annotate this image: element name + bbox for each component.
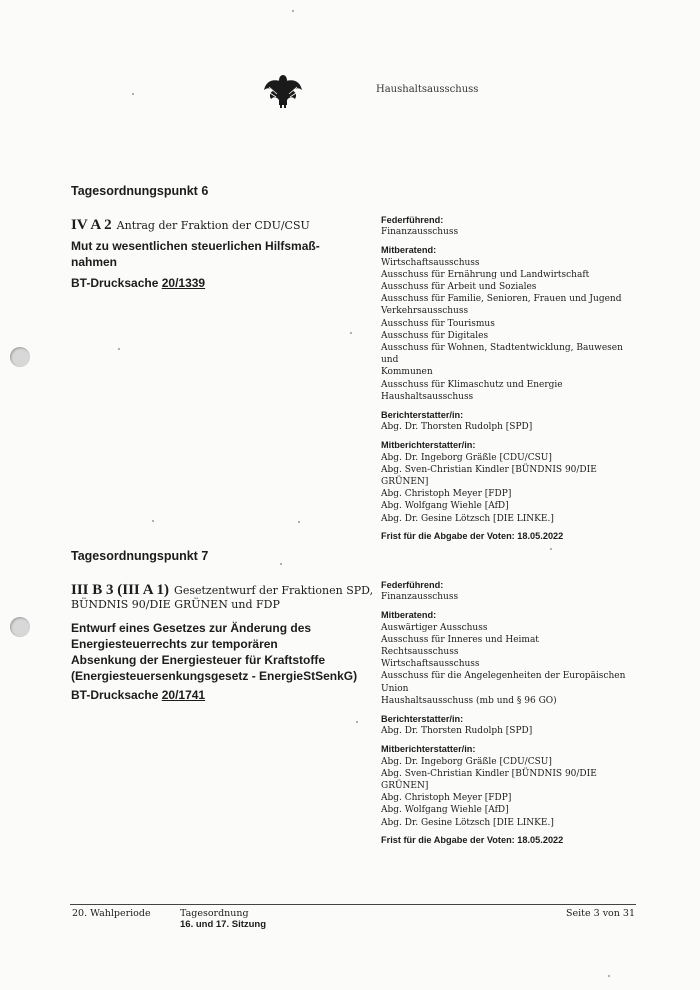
co-label: Mitberatend: xyxy=(381,245,437,256)
co-rapporteur: Abg. Sven-Christian Kindler [BÜNDNIS 90/DIE GRÜNEN] xyxy=(381,768,597,792)
lead-committee: Finanzausschuss xyxy=(381,227,459,238)
co-rapporteur: Abg. Wolfgang Wiehle [AfD] xyxy=(381,501,509,512)
print-number: 20/1741 xyxy=(161,688,206,702)
co-rapporteur-label: Mitberichterstatter/in: xyxy=(381,744,476,755)
rapporteur-label: Berichterstatter/in: xyxy=(381,410,464,421)
agenda-item-6-title xyxy=(71,238,320,270)
co-committee: Ausschuss für Tourismus xyxy=(381,318,495,329)
co-committee: Ausschuss für Familie, Senioren, Frauen und Jugend xyxy=(381,294,622,305)
co-committee: Ausschuss für Klimaschutz und Energie xyxy=(381,379,563,390)
agenda-item-6-code: IV A 2 xyxy=(71,217,112,233)
co-committee: Wirtschaftsausschuss xyxy=(381,257,480,268)
co-committee: Verkehrsausschuss xyxy=(381,306,469,317)
punch-hole-bottom xyxy=(10,617,30,637)
agenda-item-6-committees xyxy=(381,214,641,542)
co-committee: Haushaltsausschuss (mb und § 96 GO) xyxy=(381,695,557,706)
co-committee: Ausschuss für Inneres und Heimat xyxy=(381,634,539,645)
co-committee: Ausschuss für Wohnen, Stadtentwicklung, Bauwesen und xyxy=(381,343,623,366)
co-label: Mitberatend: xyxy=(381,610,437,621)
co-committee: Union xyxy=(381,683,409,694)
co-rapporteur: Abg. Dr. Gesine Lötzsch [DIE LINKE.] xyxy=(381,513,554,524)
print-number: 20/1339 xyxy=(161,276,206,290)
lead-committee: Finanzausschuss xyxy=(381,592,459,603)
lead-label: Federführend: xyxy=(381,580,444,590)
title-line: Absenkung der Energiesteuer für Kraftstoffe xyxy=(71,653,326,667)
footer-page: Seite 3 von 31 xyxy=(566,908,636,919)
agenda-item-6-desc: Antrag der Fraktion der CDU/CSU xyxy=(116,219,310,232)
co-rapporteur: Abg. Dr. Gesine Lötzsch [DIE LINKE.] xyxy=(381,817,554,828)
rapporteur: Abg. Dr. Thorsten Rudolph [SPD] xyxy=(381,422,533,433)
footer-sessions: 16. und 17. Sitzung xyxy=(180,919,267,930)
co-committee: Ausschuss für Arbeit und Soziales xyxy=(381,282,537,293)
print-prefix: BT-Drucksache xyxy=(71,688,159,702)
agenda-item-7-committees xyxy=(381,579,641,846)
agenda-item-7-desc: Gesetzentwurf der Fraktionen SPD, xyxy=(174,584,374,597)
co-rapporteur: Abg. Wolfgang Wiehle [AfD] xyxy=(381,805,509,816)
footer-period: 20. Wahlperiode xyxy=(72,908,151,919)
title-line: (Energiesteuersenkungsgesetz - EnergieStSenkG) xyxy=(71,669,358,683)
co-rapporteur: Abg. Sven-Christian Kindler [BÜNDNIS 90/DIE GRÜNEN] xyxy=(381,464,597,488)
co-rapporteur: Abg. Dr. Ingeborg Gräßle [CDU/CSU] xyxy=(381,452,552,463)
agenda-item-6-label: Tagesordnungspunkt 6 xyxy=(71,184,209,198)
print-prefix: BT-Drucksache xyxy=(71,276,159,290)
co-rapporteur: Abg. Christoph Meyer [FDP] xyxy=(381,489,512,500)
footer-doc xyxy=(180,908,266,930)
co-committee: Wirtschaftsausschuss xyxy=(381,659,480,670)
rapporteur: Abg. Dr. Thorsten Rudolph [SPD] xyxy=(381,726,533,737)
co-committee: Ausschuss für die Angelegenheiten der Europäischen xyxy=(381,671,626,682)
committee-header: Haushaltsausschuss xyxy=(376,84,479,95)
agenda-item-7-label: Tagesordnungspunkt 7 xyxy=(71,549,209,563)
co-committee: Ausschuss für Ernährung und Landwirtschaft xyxy=(381,269,590,280)
title-line: Mut zu wesentlichen steuerlichen Hilfsmaß- xyxy=(71,239,320,253)
co-committee: Ausschuss für Digitales xyxy=(381,330,489,341)
co-committee: Auswärtiger Ausschuss xyxy=(381,622,488,633)
agenda-item-6-print xyxy=(71,276,205,290)
agenda-item-7-title xyxy=(71,620,357,684)
agenda-item-7-desc-2: BÜNDNIS 90/DIE GRÜNEN und FDP xyxy=(71,598,280,611)
co-rapporteur-label: Mitberichterstatter/in: xyxy=(381,440,476,451)
co-committee: Rechtsausschuss xyxy=(381,647,459,658)
title-line: Energiesteuerrechts zur temporären xyxy=(71,637,278,651)
co-rapporteur: Abg. Christoph Meyer [FDP] xyxy=(381,793,512,804)
co-rapporteur: Abg. Dr. Ingeborg Gräßle [CDU/CSU] xyxy=(381,756,552,767)
agenda-item-7-header xyxy=(71,579,373,599)
bundestag-eagle-icon xyxy=(263,72,303,108)
agenda-item-7-print xyxy=(71,688,205,702)
co-committee: Kommunen xyxy=(381,367,433,378)
vote-deadline: Frist für die Abgabe der Voten: 18.05.2022 xyxy=(381,834,564,845)
punch-hole-top xyxy=(10,347,30,367)
agenda-item-7-code: III B 3 (III A 1) xyxy=(71,582,169,598)
footer-rule xyxy=(70,904,636,905)
agenda-item-6-header xyxy=(71,214,310,234)
vote-deadline: Frist für die Abgabe der Voten: 18.05.2022 xyxy=(381,530,564,541)
title-line: nahmen xyxy=(71,255,118,269)
co-committee: Haushaltsausschuss xyxy=(381,391,474,402)
rapporteur-label: Berichterstatter/in: xyxy=(381,714,464,725)
footer-doc-title: Tagesordnung xyxy=(180,908,249,919)
lead-label: Federführend: xyxy=(381,215,444,225)
title-line: Entwurf eines Gesetzes zur Änderung des xyxy=(71,621,312,635)
